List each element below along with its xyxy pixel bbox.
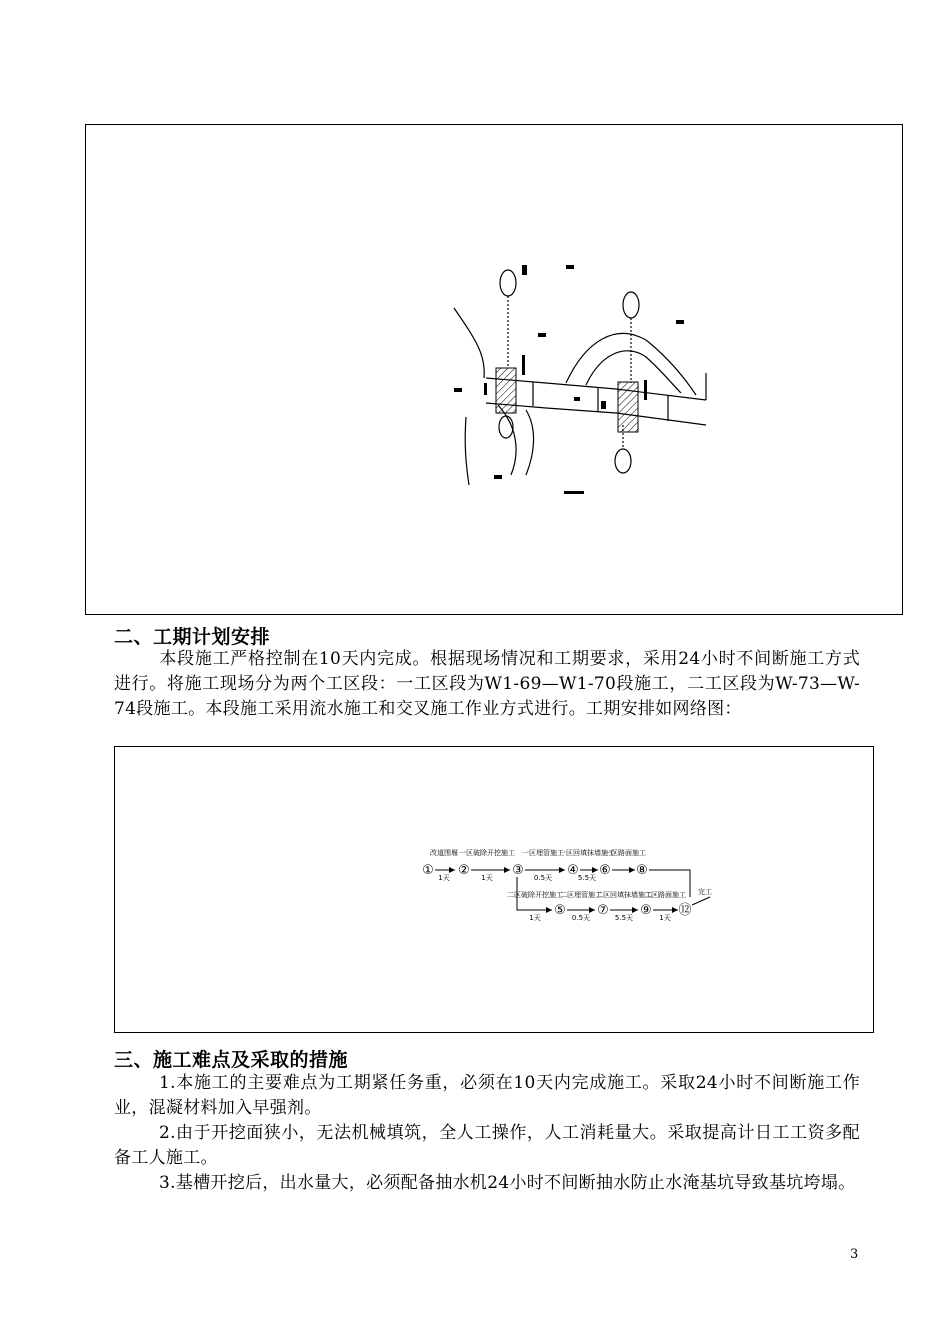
arrow-12-end: [692, 897, 710, 905]
task1-duration: 1天: [438, 874, 450, 882]
task6-label: 二区破除开挖施工: [507, 891, 563, 899]
section3-item-2: 2.由于开挖面狭小，无法机械填筑，全人工操作，人工消耗量大。采取提高计日工工资多配备工人施工。: [114, 1123, 860, 1168]
task4-duration: 5.5天: [577, 874, 597, 882]
node-4: ④: [567, 863, 579, 878]
section2-heading: 二、工期计划安排: [114, 626, 271, 648]
network-diagram: [115, 747, 873, 1032]
network-diagram-figure: [114, 746, 874, 1033]
task9-duration: 1天: [659, 914, 671, 922]
hatched-block-1: [496, 368, 516, 413]
task1-label: 改道围堰: [430, 849, 458, 857]
task3-label: 一区埋管施工: [522, 849, 564, 857]
section3-item-3: 3.基槽开挖后，出水量大，必须配备抽水机24小时不间断抽水防止水淹基坑导致基坑垮塌。: [159, 1173, 856, 1193]
section2-paragraph: [114, 647, 860, 722]
task7-label: 二区埋管施工: [560, 891, 602, 899]
page-number: 3: [850, 1247, 859, 1262]
site-plan-drawing: [86, 125, 902, 614]
node-12: ⑫: [678, 903, 692, 918]
node-8: ⑧: [636, 863, 648, 878]
node-2: ②: [458, 863, 470, 878]
node-1: ①: [422, 863, 434, 878]
section3-item-1: 1.本施工的主要难点为工期紧任务重，必须在10天内完成施工。采取24小时不间断施工作业，混凝材料加入早强剂。: [114, 1073, 860, 1118]
node-9: ⑨: [640, 903, 652, 918]
task8-duration: 5.5天: [614, 914, 634, 922]
site-plan-figure: [85, 124, 903, 615]
hatched-block-2: [618, 382, 638, 432]
end-label: 完工: [698, 888, 712, 896]
node-5: ⑤: [554, 903, 566, 918]
task2-label: 一区破除开挖施工: [459, 849, 515, 857]
task8-label: 二区回填抹墙施工: [596, 891, 652, 899]
section2-text: 本段施工严格控制在10天内完成。根据现场情况和工期要求，采用24小时不间断施工方式进行。将施工现场分为两个工区段：一工区段为W1-69—W1-70段施工，二工区段为W-73—W-74段施工。本段施工采用流水施工和交叉施工作业方式进行。工期安排如网络图：: [114, 649, 860, 719]
task5-label: 一区路面施工: [604, 849, 646, 857]
task3-duration: 0.5天: [533, 874, 553, 882]
task2-duration: 1天: [481, 874, 493, 882]
task9-label: 二区路面施工: [644, 891, 686, 899]
node-3: ③: [512, 863, 524, 878]
task4-label: 一区回填抹墙施工: [559, 849, 615, 857]
section3-heading: 三、施工难点及采取的措施: [114, 1049, 349, 1071]
node-7: ⑦: [597, 903, 609, 918]
task6-duration: 1天: [529, 914, 541, 922]
task7-duration: 0.5天: [571, 914, 591, 922]
node-6: ⑥: [599, 863, 611, 878]
